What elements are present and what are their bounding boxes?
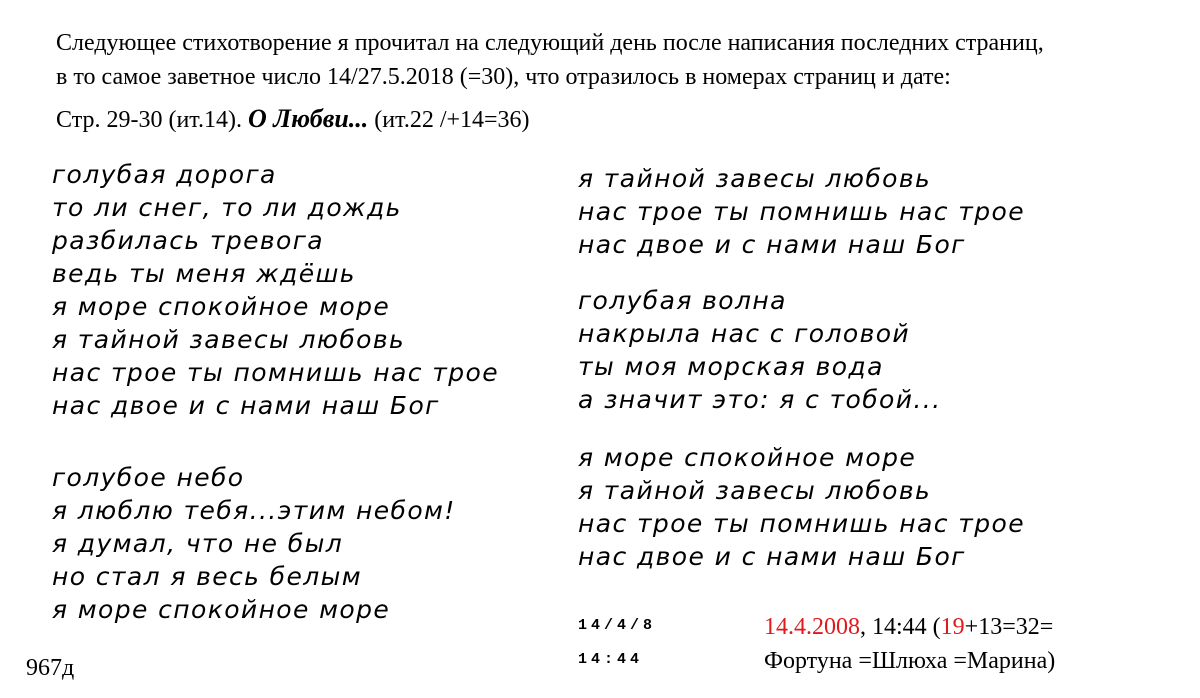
poem-line: я тайной завесы любовь: [578, 164, 932, 193]
note-number: 19: [940, 614, 965, 640]
poem-line: я думал, что не был: [52, 529, 344, 558]
page-reference-line: [56, 102, 530, 137]
poem-line: разбилась тревога: [52, 226, 324, 255]
poem-line: нас двое и с нами наш Бог: [578, 230, 966, 259]
intro-paragraph: [56, 26, 1176, 94]
poem-stanza-4: [578, 284, 941, 416]
poem-title: О Любви...: [247, 104, 369, 133]
poem-line: я тайной завесы любовь: [52, 325, 406, 354]
poem-stanza-5: [578, 441, 1025, 573]
poem-line: голубое небо: [52, 463, 245, 492]
intro-line-1: Следующее стихотворение я прочитал на следующий день после написания последних страниц,: [56, 30, 1044, 56]
poem-line: я море спокойное море: [52, 292, 391, 321]
poem-line: ты моя морская вода: [578, 352, 884, 381]
poem-line: но стал я весь белым: [52, 562, 363, 591]
note-after-date: , 14:44 (: [860, 614, 941, 640]
note-rest: +13=32=: [964, 614, 1054, 640]
poem-line: нас трое ты помнишь нас трое: [578, 197, 1025, 226]
poem-line: то ли снег, то ли дождь: [52, 193, 402, 222]
poem-line: нас трое ты помнишь нас трое: [52, 358, 499, 387]
poem-stanza-2: [52, 461, 456, 626]
page-number: 967д: [26, 655, 75, 681]
poem-line: нас двое и с нами наш Бог: [578, 542, 966, 571]
note-date: 14.4.2008: [764, 614, 860, 640]
poem-stanza-1: [52, 158, 499, 422]
poem-line: нас трое ты помнишь нас трое: [578, 509, 1025, 538]
poem-stanza-3: [578, 162, 1025, 261]
date-note-line-2: Фортуна =Шлюха =Марина): [764, 648, 1056, 674]
poem-line: голубая волна: [578, 286, 787, 315]
poem-line: голубая дорога: [52, 160, 277, 189]
reference-prefix: Стр. 29-30 (ит.14).: [56, 107, 242, 133]
poem-line: я море спокойное море: [578, 443, 917, 472]
poem-line: ведь ты меня ждёшь: [52, 259, 356, 288]
poem-line: нас двое и с нами наш Бог: [52, 391, 440, 420]
poem-line: я море спокойное море: [52, 595, 391, 624]
date-note-line-1: [764, 610, 1055, 644]
poem-line: я люблю тебя...этим небом!: [52, 496, 456, 525]
poem-line: я тайной завесы любовь: [578, 476, 932, 505]
poem-line: накрыла нас с головой: [578, 319, 911, 348]
date-note: [764, 610, 1055, 678]
reference-suffix: (ит.22 /+14=36): [374, 107, 530, 133]
date-code: 14/4/8: [578, 617, 657, 634]
poem-line: а значит это: я с тобой...: [578, 385, 942, 414]
time-code: 14:44: [578, 651, 644, 668]
intro-line-2: в то самое заветное число 14/27.5.2018 (=30), что отразилось в номерах страниц и дате:: [56, 64, 951, 90]
